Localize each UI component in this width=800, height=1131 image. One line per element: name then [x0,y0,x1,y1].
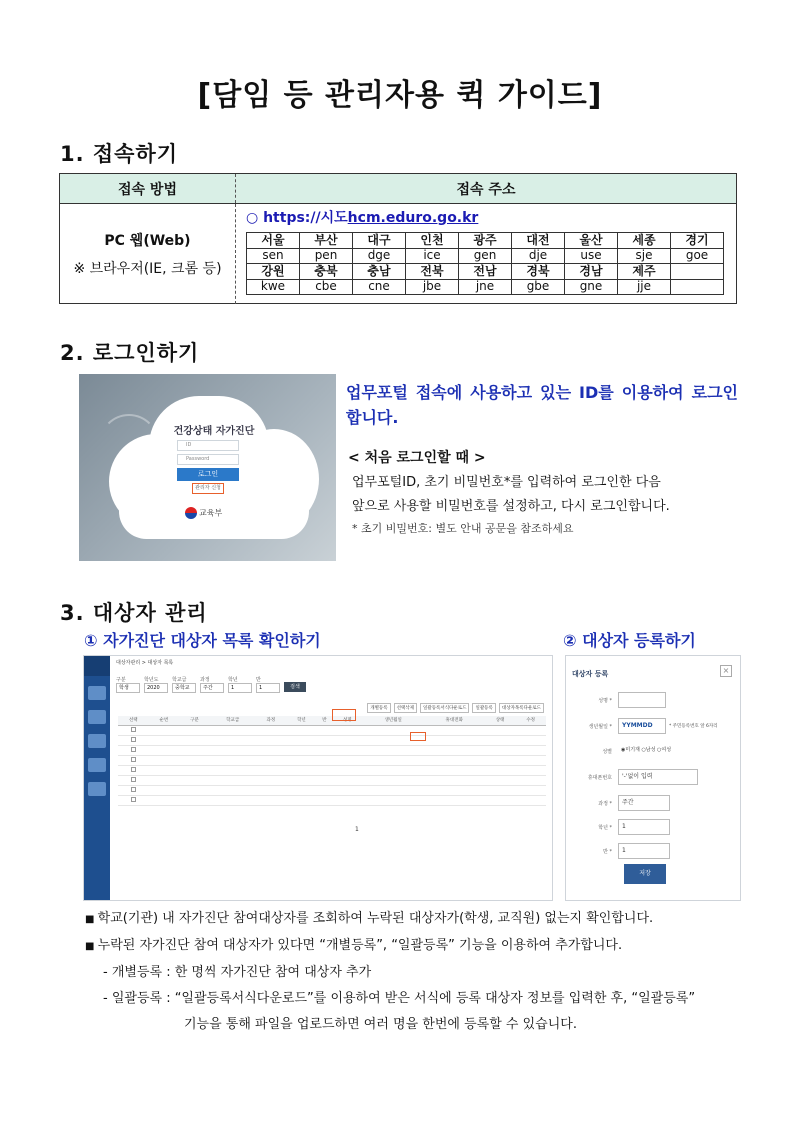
table-cell [286,765,317,775]
table-cell [286,725,317,735]
table-cell [485,745,516,755]
access-table [59,173,737,304]
table-cell [256,725,287,735]
region-name: 대전 [512,233,565,249]
phone-input[interactable]: '-'없이 입력 [618,769,698,785]
filter-label: 학년 [228,677,238,683]
region-code: sen [247,248,300,264]
first-login-desc-line: 업무포털ID, 초기 비밀번호*를 입력하여 로그인한 다음 [352,475,661,490]
row-checkbox[interactable] [118,775,149,785]
region-code: jje [618,279,671,295]
region-name: 경북 [512,264,565,280]
table-cell [332,725,363,735]
dash-item-continued: 기능을 통해 파일을 업로드하면 여러 명을 한번에 등록할 수 있습니다. [184,1017,577,1032]
register-dialog-screenshot [565,655,741,901]
dash-item: - 개별등록 : 한 명씩 자가진단 참여 대상자 추가 [103,965,372,980]
region-code: pen [300,248,353,264]
table-cell [256,755,287,765]
row-checkbox[interactable] [118,765,149,775]
filter-select[interactable]: 학생 [116,683,140,693]
region-name: 세종 [618,233,671,249]
ministry-logo [185,507,222,519]
admin-apply-link[interactable]: 관리자 신청 [192,483,224,494]
region-code: dge [353,248,406,264]
row-checkbox[interactable] [118,725,149,735]
checkbox-icon[interactable] [131,757,136,762]
table-row[interactable] [118,755,546,765]
column-header: 휴대전화 [424,716,485,725]
field-label: 학년 * [598,825,612,831]
region-code-table [246,232,724,295]
table-cell [179,775,210,785]
individual-register-button[interactable]: 개별등록 [367,703,390,713]
table-cell [424,775,485,785]
table-cell [363,795,424,805]
table-row[interactable] [118,725,546,735]
table-row[interactable] [118,765,546,775]
checkbox-icon[interactable] [131,777,136,782]
course-select[interactable]: 주간 [618,795,670,811]
region-name: 부산 [300,233,353,249]
table-cell [515,765,546,775]
region-name: 대구 [353,233,406,249]
column-header: 구분 [179,716,210,725]
table-cell [317,785,332,795]
filter-select[interactable]: 중학교 [172,683,196,693]
table-cell [363,765,424,775]
field-label: 반 * [603,849,612,855]
field-label: 휴대폰번호 [587,775,612,781]
table-cell [210,795,256,805]
field-label: 과정 * [598,801,612,807]
sidebar-item[interactable] [88,782,106,796]
region-code: jne [459,279,512,295]
table-row[interactable] [118,775,546,785]
region-name: 충남 [353,264,406,280]
method-browser-note: ※ 브라우저(IE, 크롬 등) [73,261,222,277]
table-cell [210,765,256,775]
column-header: 학교급 [210,716,256,725]
column-header: 반 [317,716,332,725]
register-field-name [566,690,742,714]
table-cell [256,775,287,785]
target-list-table [118,716,546,806]
table-cell [179,765,210,775]
column-header: 성명 [332,716,363,725]
gender-radio-group[interactable]: ◉미기재 ○남성 ○여성 [621,747,672,753]
table-cell [332,745,363,755]
table-cell [424,755,485,765]
row-checkbox[interactable] [118,735,149,745]
table-cell [149,745,180,755]
region-name: 경남 [565,264,618,280]
table-row[interactable] [118,745,546,755]
checkbox-icon[interactable] [131,747,136,752]
col-method-header: 접속 방법 [60,174,236,203]
checkbox-icon[interactable] [131,727,136,732]
bulk-register-button[interactable]: 일괄등록 [472,703,495,713]
list-breadcrumb: 대상자관리 > 대상자 목록 [116,660,174,666]
table-cell [286,775,317,785]
table-cell [179,745,210,755]
row-checkbox[interactable] [118,795,149,805]
table-cell [515,775,546,785]
table-cell [210,755,256,765]
col-address-header: 접속 주소 [456,181,516,198]
table-cell [317,735,332,745]
region-name [671,264,724,280]
highlight-box [410,732,426,741]
region-code: gbe [512,279,565,295]
close-icon[interactable]: × [720,665,732,677]
subheading-register: ② 대상자 등록하기 [563,631,696,650]
table-cell [515,725,546,735]
table-cell [317,765,332,775]
region-code: gne [565,279,618,295]
column-header: 순번 [149,716,180,725]
region-code: sje [618,248,671,264]
table-cell [149,725,180,735]
region-name: 충북 [300,264,353,280]
section-heading-target: 3. 대상자 관리 [60,601,208,625]
section-heading-login: 2. 로그인하기 [60,341,200,365]
table-cell [179,735,210,745]
table-cell [515,795,546,805]
bulk-template-download-button[interactable]: 일괄등록서식다운로드 [420,703,469,713]
filter-label: 학교급 [172,677,187,683]
table-cell [424,785,485,795]
register-field-phone [566,767,742,791]
region-code: gen [459,248,512,264]
name-input[interactable] [618,692,666,708]
sidebar-item[interactable] [88,734,106,748]
region-code: dje [512,248,565,264]
table-cell [317,795,332,805]
region-code: use [565,248,618,264]
table-cell [485,725,516,735]
access-url[interactable] [236,204,736,232]
table-cell [256,745,287,755]
filter-select[interactable]: 주간 [200,683,224,693]
table-cell [363,755,424,765]
table-cell [210,745,256,755]
table-cell [424,765,485,775]
table-row[interactable] [118,795,546,805]
table-cell [149,735,180,745]
save-button[interactable]: 저장 [624,864,666,884]
table-cell [179,795,210,805]
url-domain: hcm.eduro.go.kr [347,210,479,226]
region-code: cne [353,279,406,295]
bullet-item: ■ 누락된 자가진단 참여 대상자가 있다면 “개별등록”, “일괄등록” 기능을 이용하여 추가합니다. [85,933,695,960]
table-cell [515,735,546,745]
dash-item: - 일괄등록 : “일괄등록서식다운로드”를 이용하여 받은 서식에 등록 대상자 정보를 입력한 후, “일괄등록” [103,991,696,1006]
region-name: 제주 [618,264,671,280]
table-cell [515,785,546,795]
table-cell [485,755,516,765]
table-cell [317,725,332,735]
table-cell [179,785,210,795]
table-cell [210,735,256,745]
region-code: goe [671,248,724,264]
register-field-grade [566,817,742,841]
subheading-list: ① 자가진단 대상자 목록 확인하기 [84,631,321,650]
table-cell [256,785,287,795]
row-checkbox[interactable] [118,755,149,765]
table-cell [485,775,516,785]
register-field-class [566,841,742,865]
target-list-screenshot [83,655,553,901]
column-header: 선택 [118,716,149,725]
table-cell [515,745,546,755]
filter-select[interactable]: 1 [256,683,280,693]
sidebar-item[interactable] [88,758,106,772]
table-cell [332,765,363,775]
region-code [671,279,724,295]
register-field-birth [566,716,742,740]
filter-label: 구분 [116,677,126,683]
register-dialog-title: 대상자 등록 [572,670,609,678]
register-field-course [566,793,742,817]
table-cell [210,775,256,785]
table-cell [363,745,424,755]
table-cell [256,765,287,775]
taegeuk-icon [185,507,197,519]
table-cell [424,725,485,735]
field-label: 생년월일 * [588,724,612,730]
url-prefix: ○ https://시도 [246,210,348,226]
login-button[interactable]: 로그인 [177,468,239,481]
table-cell [485,735,516,745]
region-name: 전북 [406,264,459,280]
table-cell [286,745,317,755]
table-cell [256,795,287,805]
table-cell [210,725,256,735]
filter-label: 반 [256,677,261,683]
search-button[interactable]: 검색 [284,682,306,692]
region-code: jbe [406,279,459,295]
region-code: kwe [247,279,300,295]
checkbox-icon[interactable] [131,737,136,742]
region-code: ice [406,248,459,264]
class-select[interactable]: 1 [618,843,670,859]
login-password-input[interactable]: Password [177,454,239,465]
region-name: 광주 [459,233,512,249]
row-checkbox[interactable] [118,785,149,795]
table-cell [179,725,210,735]
table-cell [332,775,363,785]
list-toolbar [367,703,544,713]
table-cell [485,795,516,805]
list-download-button[interactable]: 대상자목록다운로드 [499,703,544,713]
table-cell [363,775,424,785]
region-name: 울산 [565,233,618,249]
column-header: 생년월일 [363,716,424,725]
region-name: 서울 [247,233,300,249]
table-cell [256,735,287,745]
region-name: 전남 [459,264,512,280]
sidebar-item[interactable] [88,686,106,700]
table-cell [363,785,424,795]
field-label: 성명 * [598,698,612,704]
highlight-box [332,709,356,721]
field-label: 성별 [602,749,612,755]
table-row[interactable] [118,785,546,795]
table-cell [515,755,546,765]
section-heading-connect: 1. 접속하기 [60,142,179,166]
first-login-desc-line: 앞으로 사용할 비밀번호를 설정하고, 다시 로그인합니다. [352,499,670,514]
login-screenshot [79,374,336,561]
column-header: 수정 [515,716,546,725]
table-cell [317,745,332,755]
login-lead-text: 업무포털 접속에 사용하고 있는 ID를 이용하여 로그인합니다. [346,383,738,427]
table-cell [424,735,485,745]
table-cell [317,775,332,785]
login-id-input[interactable]: ID [177,440,239,451]
checkbox-icon[interactable] [131,797,136,802]
table-cell [485,765,516,775]
grade-select[interactable]: 1 [618,819,670,835]
table-cell [149,765,180,775]
first-login-desc [352,471,670,519]
table-cell [332,785,363,795]
pagination[interactable]: 1 [355,826,359,833]
list-filter-bar [116,676,306,693]
table-cell [424,745,485,755]
app-logo-icon [84,656,110,676]
delete-selected-button[interactable]: 선택삭제 [394,703,417,713]
table-cell [179,755,210,765]
app-sidebar [84,656,110,900]
register-field-gender [566,741,742,765]
filter-select[interactable]: 2020 [144,683,168,693]
document-title: [담임 등 관리자용 퀵 가이드] [197,78,603,113]
table-row[interactable] [118,735,546,745]
region-name: 강원 [247,264,300,280]
initial-password-note: * 초기 비밀번호: 별도 안내 공문을 참조하세요 [352,522,574,535]
row-checkbox[interactable] [118,745,149,755]
checkbox-icon[interactable] [131,767,136,772]
login-app-title: 건강상태 자가진단 [173,426,255,437]
table-cell [286,795,317,805]
table-cell [424,795,485,805]
table-cell [332,795,363,805]
first-login-heading: < 처음 로그인할 때 > [348,450,486,466]
bullet-item: ■ 학교(기관) 내 자가진단 참여대상자를 조회하여 누락된 대상자가(학생, 교직원) 없는지 확인합니다. [85,906,695,933]
region-name: 경기 [671,233,724,249]
table-cell [286,735,317,745]
table-cell [149,755,180,765]
ministry-name: 교육부 [199,508,223,518]
filter-label: 과정 [200,677,210,683]
column-header: 학년 [286,716,317,725]
sidebar-item[interactable] [88,710,106,724]
table-cell [149,785,180,795]
birth-input[interactable]: YYMMDD [618,718,666,734]
region-code: cbe [300,279,353,295]
table-cell [485,785,516,795]
column-header: 과정 [256,716,287,725]
table-cell [149,795,180,805]
column-header: 상태 [485,716,516,725]
table-cell [332,735,363,745]
table-cell [149,775,180,785]
instruction-list [85,906,695,1038]
birth-hint: * 주민등록번호 앞 6자리 [669,724,718,729]
filter-select[interactable]: 1 [228,683,252,693]
method-pc-web: PC 웹(Web) [104,233,191,249]
filter-label: 학년도 [144,677,159,683]
table-cell [210,785,256,795]
table-cell [286,785,317,795]
table-cell [332,755,363,765]
table-cell [286,755,317,765]
checkbox-icon[interactable] [131,787,136,792]
region-name: 인천 [406,233,459,249]
table-cell [317,755,332,765]
